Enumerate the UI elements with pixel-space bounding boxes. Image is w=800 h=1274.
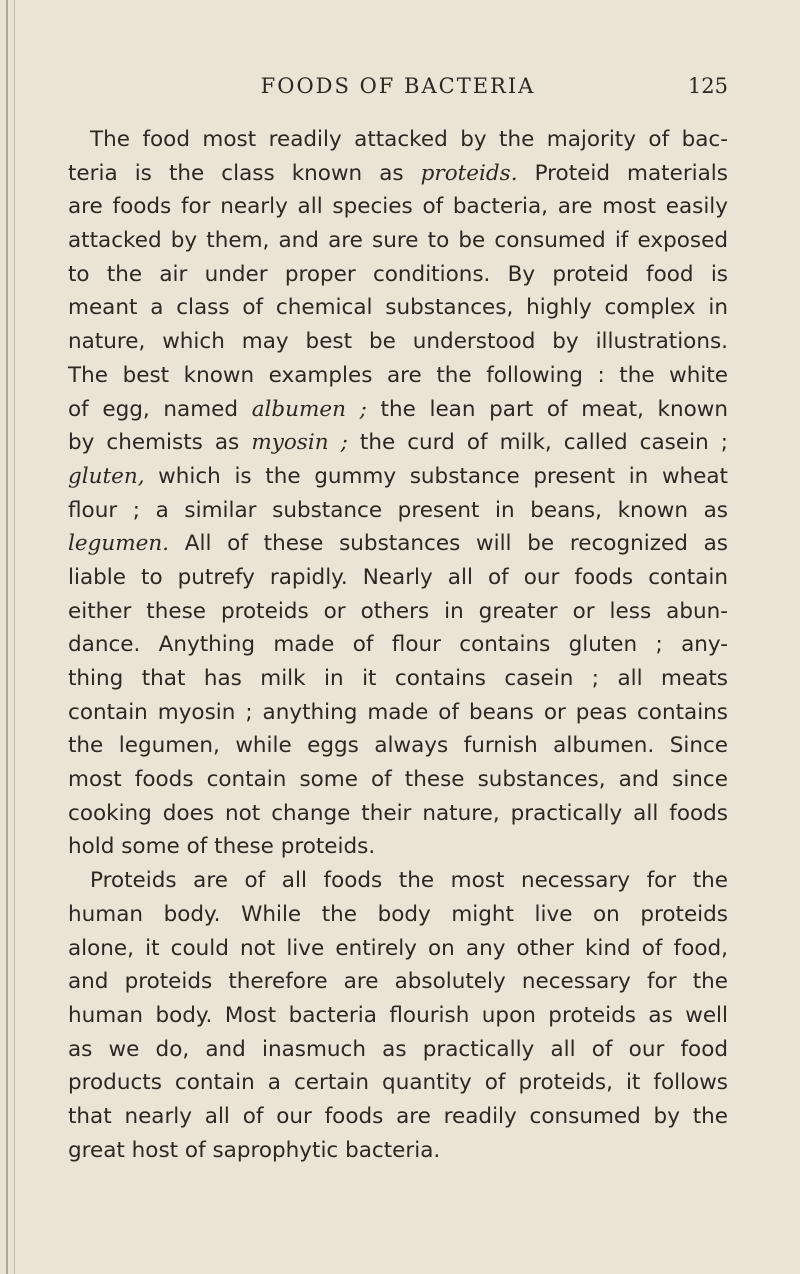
text-line: either these proteids or others in greater or less abun- xyxy=(68,598,728,624)
text-line: by chemists as myosin ; the curd of milk, called casein ; xyxy=(68,430,728,456)
text-line: great host of saprophytic bacteria. xyxy=(68,1137,441,1163)
text-line: attacked by them, and are sure to be consumed if exposed xyxy=(68,228,728,254)
text-line: meant a class of chemical substances, highly complex in xyxy=(68,295,728,321)
italic-term: gluten, xyxy=(68,463,145,489)
text-line: cooking does not change their nature, practically all foods xyxy=(68,800,728,826)
italic-term: proteids. xyxy=(420,160,518,186)
page-number: 125 xyxy=(687,74,728,98)
text-line: alone, it could not live entirely on any other kind of food, xyxy=(68,935,728,961)
text-line: liable to putrefy rapidly. Nearly all of our foods contain xyxy=(68,564,728,590)
page-header xyxy=(68,74,728,104)
text-line: that nearly all of our foods are readily consumed by the xyxy=(68,1103,728,1129)
text-line: to the air under proper conditions. By proteid food is xyxy=(68,261,728,287)
text-line: as we do, and inasmuch as practically all of our food xyxy=(68,1036,728,1062)
text-line: and proteids therefore are absolutely necessary for the xyxy=(68,969,728,995)
text-line: gluten, which is the gummy substance present in wheat xyxy=(68,463,728,489)
text-line: The best known examples are the following : the white xyxy=(68,362,728,388)
text-line: legumen. All of these substances will be recognized as xyxy=(68,531,728,557)
italic-term: myosin ; xyxy=(251,430,348,456)
body-text xyxy=(68,123,728,1167)
text-line: teria is the class known as proteids. Proteid materials xyxy=(68,160,728,186)
text-line: are foods for nearly all species of bacteria, are most easily xyxy=(68,194,728,220)
text-line: most foods contain some of these substances, and since xyxy=(68,767,728,793)
text-line: nature, which may best be understood by illustrations. xyxy=(68,329,728,355)
text-line: flour ; a similar substance present in beans, known as xyxy=(68,497,728,523)
page-gutter-edge xyxy=(6,0,8,1274)
text-line: dance. Anything made of flour contains gluten ; any- xyxy=(68,632,728,658)
text-line: of egg, named albumen ; the lean part of meat, known xyxy=(68,396,728,422)
text-line: Proteids are of all foods the most necessary for the xyxy=(90,868,728,894)
text-line: thing that has milk in it contains casein ; all meats xyxy=(68,666,728,691)
text-line: hold some of these proteids. xyxy=(68,834,376,860)
running-head: FOODS OF BACTERIA xyxy=(260,74,536,98)
italic-term: albumen ; xyxy=(251,396,367,422)
text-line: the legumen, while eggs always furnish albumen. Since xyxy=(68,733,728,759)
page-gutter-edge-inner xyxy=(14,0,15,1274)
text-line: contain myosin ; anything made of beans or peas contains xyxy=(68,699,728,725)
text-line: human body. Most bacteria flourish upon proteids as well xyxy=(68,1002,728,1028)
text-line: human body. While the body might live on proteids xyxy=(68,901,728,927)
text-line: products contain a certain quantity of proteids, it follows xyxy=(68,1070,728,1096)
italic-term: legumen. xyxy=(68,531,170,557)
text-line: The food most readily attacked by the majority of bac- xyxy=(90,127,728,152)
